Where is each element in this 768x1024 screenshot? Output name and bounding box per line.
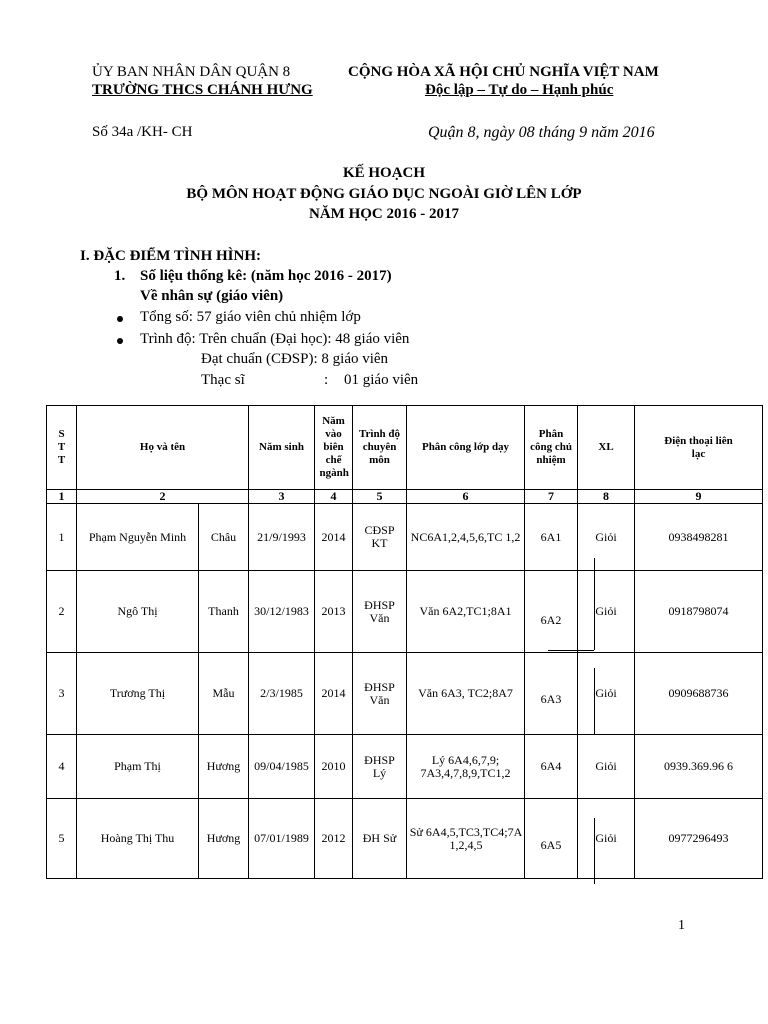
republic-name: CỘNG HÒA XÃ HỘI CHỦ NGHĨA VIỆT NAM (348, 64, 659, 80)
table-row (47, 571, 763, 653)
row-degree: ĐHSP Văn (353, 653, 407, 735)
qualification-masters-colon: : (324, 372, 329, 388)
header-degree: Trình độ chuyên môn (353, 406, 407, 490)
column-number-row (47, 490, 763, 504)
row-homeroom: 6A5 (525, 799, 578, 879)
row-birth-date: 30/12/1983 (249, 571, 315, 653)
row-given-name: Châu (199, 504, 249, 571)
bullet-icon (117, 338, 123, 344)
row-birth-date: 2/3/1985 (249, 653, 315, 735)
header-name: Họ và tên (77, 406, 249, 490)
table-header-row (47, 406, 763, 490)
header-birth-year: Năm sinh (249, 406, 315, 490)
table-row (47, 653, 763, 735)
row-degree: ĐHSP Lý (353, 735, 407, 799)
row-teaching: NC6A1,2,4,5,6,TC 1,2 (407, 504, 525, 571)
bullet-icon (117, 316, 123, 322)
row-birth-date: 09/04/1985 (249, 735, 315, 799)
document-date: Quận 8, ngày 08 tháng 9 năm 2016 (428, 124, 655, 141)
row-family-name: Phạm Thị (77, 735, 199, 799)
column-number: 7 (525, 490, 578, 504)
row-family-name: Hoàng Thị Thu (77, 799, 199, 879)
row-stt: 5 (47, 799, 77, 879)
item-number: 1. (114, 268, 126, 284)
row-phone: 0909688736 (635, 653, 763, 735)
qualification-above-standard: Trình độ: Trên chuẩn (Đại học): 48 giáo viên (140, 331, 410, 347)
national-motto: Độc lập – Tự do – Hạnh phúc (425, 82, 614, 98)
cell-bracket-line (548, 734, 594, 735)
staff-heading: Về nhân sự (giáo viên) (140, 288, 284, 304)
row-given-name: Hương (199, 735, 249, 799)
row-year-employed: 2010 (315, 735, 353, 799)
cell-bracket-line (594, 668, 595, 734)
title-line-3: NĂM HỌC 2016 - 2017 (309, 206, 459, 222)
cell-bracket-line (594, 818, 595, 884)
column-number: 5 (353, 490, 407, 504)
agency-name: ỦY BAN NHÂN DÂN QUẬN 8 (92, 64, 291, 80)
header-teaching-assignment: Phân công lớp dạy (407, 406, 525, 490)
document-number: Số 34a /KH- CH (92, 124, 193, 140)
row-teaching: Văn 6A3, TC2;8A7 (407, 653, 525, 735)
row-rating: Giỏi (578, 799, 635, 879)
row-rating: Giỏi (578, 653, 635, 735)
row-stt: 3 (47, 653, 77, 735)
qualification-masters-value: 01 giáo viên (344, 372, 419, 388)
column-number: 8 (578, 490, 635, 504)
qualification-standard: Đạt chuẩn (CĐSP): 8 giáo viên (201, 351, 389, 367)
row-phone: 0938498281 (635, 504, 763, 571)
row-given-name: Thanh (199, 571, 249, 653)
row-homeroom: 6A4 (525, 735, 578, 799)
row-teaching: Văn 6A2,TC1;8A1 (407, 571, 525, 653)
column-number: 9 (635, 490, 763, 504)
row-rating: Giỏi (578, 735, 635, 799)
table-row (47, 504, 763, 571)
row-degree: ĐHSP Văn (353, 571, 407, 653)
table-row (47, 735, 763, 799)
row-phone: 0939.369.96 6 (635, 735, 763, 799)
row-year-employed: 2013 (315, 571, 353, 653)
row-homeroom: 6A1 (525, 504, 578, 571)
cell-bracket-line (548, 650, 594, 651)
statistics-label: Số liệu thống kê: (năm học 2016 - 2017) (140, 268, 392, 284)
column-number: 2 (77, 490, 249, 504)
title-line-1: KẾ HOẠCH (342, 165, 426, 181)
row-family-name: Ngô Thị (77, 571, 199, 653)
row-year-employed: 2014 (315, 504, 353, 571)
row-teaching: Lý 6A4,6,7,9; 7A3,4,7,8,9,TC1,2 (407, 735, 525, 799)
row-rating: Giỏi (578, 504, 635, 571)
row-given-name: Hương (199, 799, 249, 879)
table-row (47, 799, 763, 879)
column-number: 3 (249, 490, 315, 504)
teacher-table (46, 405, 763, 879)
row-year-employed: 2014 (315, 653, 353, 735)
row-stt: 4 (47, 735, 77, 799)
page-number: 1 (678, 918, 685, 933)
qualification-masters-label: Thạc sĩ (201, 372, 245, 388)
column-number: 1 (47, 490, 77, 504)
row-birth-date: 07/01/1989 (249, 799, 315, 879)
row-stt: 1 (47, 504, 77, 571)
column-number: 6 (407, 490, 525, 504)
header-homeroom: Phân công chủ nhiệm (525, 406, 578, 490)
row-stt: 2 (47, 571, 77, 653)
row-homeroom: 6A2 (525, 571, 578, 653)
row-degree: CĐSP KT (353, 504, 407, 571)
total-teachers: Tổng số: 57 giáo viên chủ nhiệm lớp (140, 309, 361, 325)
row-given-name: Mẫu (199, 653, 249, 735)
header-phone: Điện thoại liên lạc (635, 406, 763, 490)
title-line-2: BỘ MÔN HOẠT ĐỘNG GIÁO DỤC NGOÀI GIỜ LÊN LỚP (186, 186, 582, 202)
row-family-name: Phạm Nguyễn Minh (77, 504, 199, 571)
header-year-employed: Năm vào biên chế ngành (315, 406, 353, 490)
header-rating: XL (578, 406, 635, 490)
section-heading: I. ĐẶC ĐIỂM TÌNH HÌNH: (80, 248, 261, 264)
row-phone: 0918798074 (635, 571, 763, 653)
row-homeroom: 6A3 (525, 653, 578, 735)
cell-bracket-line (594, 558, 595, 650)
row-rating: Giỏi (578, 571, 635, 653)
row-teaching: Sử 6A4,5,TC3,TC4;7A 1,2,4,5 (407, 799, 525, 879)
row-year-employed: 2012 (315, 799, 353, 879)
row-phone: 0977296493 (635, 799, 763, 879)
header-stt: S T T (47, 406, 77, 490)
column-number: 4 (315, 490, 353, 504)
row-birth-date: 21/9/1993 (249, 504, 315, 571)
school-name: TRƯỜNG THCS CHÁNH HƯNG (92, 82, 313, 98)
row-degree: ĐH Sử (353, 799, 407, 879)
row-family-name: Trương Thị (77, 653, 199, 735)
